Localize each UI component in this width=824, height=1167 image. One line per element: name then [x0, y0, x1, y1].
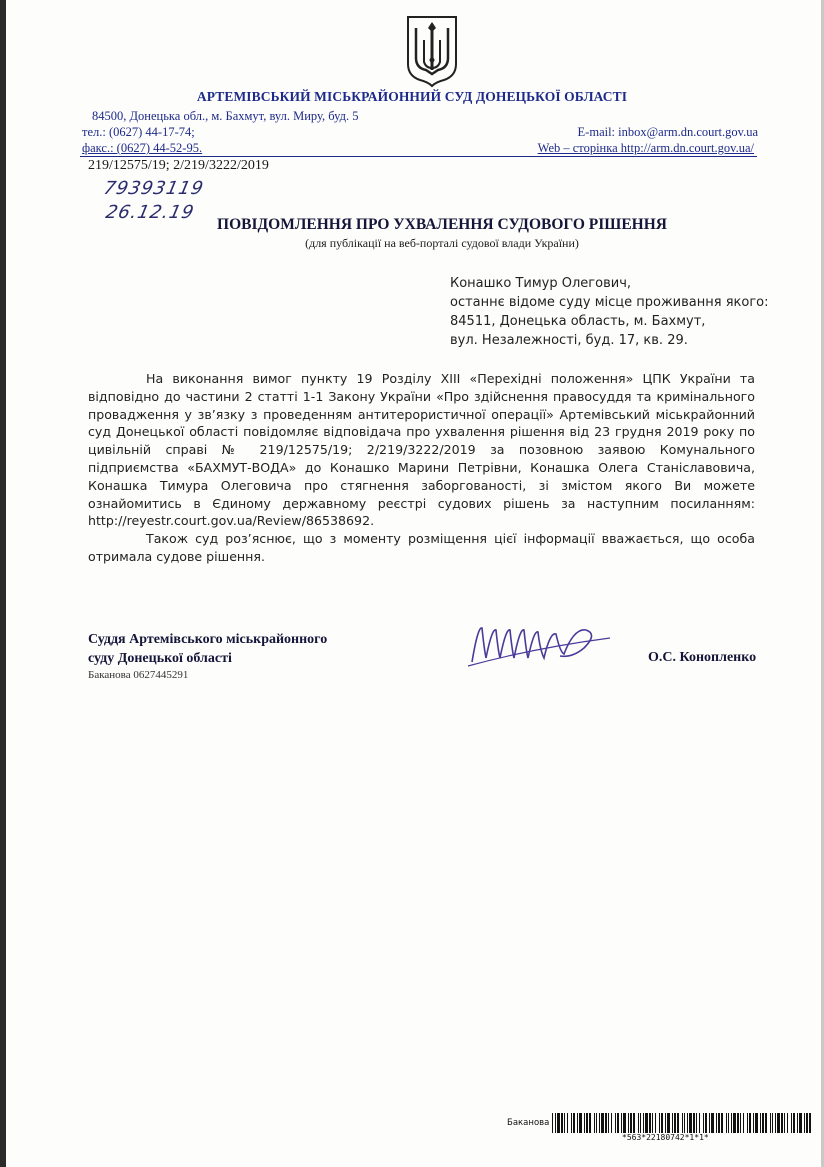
- executor-contact: Баканова 0627445291: [88, 669, 189, 681]
- coat-of-arms-icon: [404, 14, 460, 88]
- recipient-address-line: 84511, Донецька область, м. Бахмут,: [450, 314, 706, 329]
- court-address: 84500, Донецька обл., м. Бахмут, вул. Миру, буд. 5: [92, 109, 359, 123]
- recipient-address-line: вул. Незалежності, буд. 17, кв. 29.: [450, 333, 688, 348]
- case-number: 219/12575/19; 2/219/3222/2019: [88, 158, 269, 173]
- judge-title-line: Суддя Артемівського міськрайонного: [88, 632, 328, 647]
- document-title: ПОВІДОМЛЕННЯ ПРО УХВАЛЕННЯ СУДОВОГО РІШЕННЯ: [217, 216, 667, 233]
- handwritten-registration-number: 79393119: [101, 178, 206, 199]
- recipient-name: Конашко Тимур Олегович,: [450, 276, 632, 291]
- barcode-text: *563*22180742*1*1*: [622, 1133, 709, 1142]
- handwritten-signature: [464, 618, 614, 670]
- judge-title-line: суду Донецької області: [88, 651, 232, 666]
- body-paragraph: Також суд роз’яснює, що з моменту розміщення цієї інформації вважається, що особа отримала судове рішення.: [88, 531, 755, 564]
- barcode-label: Баканова: [507, 1118, 550, 1128]
- handwritten-date: 26.12.19: [103, 202, 197, 223]
- court-name: АРТЕМІВСЬКИЙ МІСЬКРАЙОННИЙ СУД ДОНЕЦЬКОЇ ОБЛАСТІ: [196, 89, 628, 104]
- court-email-link[interactable]: E-mail: inbox@arm.dn.court.gov.ua: [577, 125, 758, 139]
- court-fax: факс.: (0627) 44-52-95.: [82, 141, 203, 155]
- body-paragraph: На виконання вимог пункту 19 Розділу XIII «Перехідні положення» ЦПК України та відповідно до частини 2 статті 1-1 Закону України «Про здійснення правосуддя та кримінального провадження у зв’язку з проведенням антитерористичної операції» Артемівський міськрайонний суд Донецької області повідомляє відповідача про ухвалення рішення від 23 грудня 2019 року по цивільній справі № 219/12575/19; 2/219/3222/2019 за позовною заявою Комунального підприємства «БАХМУТ-ВОДА» до Конашко Марини Петрівни, Конашка Олега Станіславовича, Конашка Тимура Олеговича про стягнення заборгованості, зі змістом якого Ви можете ознайомитись в Єдиному державному реєстрі судових рішень за наступним посиланням: http://reyestr.court.gov.ua/Review/86538692.: [88, 371, 755, 529]
- court-website-link[interactable]: Web – сторінка http://arm.dn.court.gov.ua/: [537, 141, 754, 155]
- court-phone: тел.: (0627) 44-17-74;: [82, 125, 195, 139]
- barcode-icon: [552, 1113, 814, 1133]
- judge-title: [88, 630, 327, 668]
- recipient-address-line: останнє відоме суду місце проживання якого:: [450, 295, 769, 310]
- recipient-block: [450, 274, 790, 350]
- scan-edge-left: [0, 0, 6, 1167]
- notice-body: [88, 370, 755, 566]
- judge-name: О.С. Конопленко: [648, 650, 757, 665]
- document-subtitle: (для публікації на веб-порталі судової влади України): [305, 236, 579, 250]
- header-divider: [80, 156, 757, 157]
